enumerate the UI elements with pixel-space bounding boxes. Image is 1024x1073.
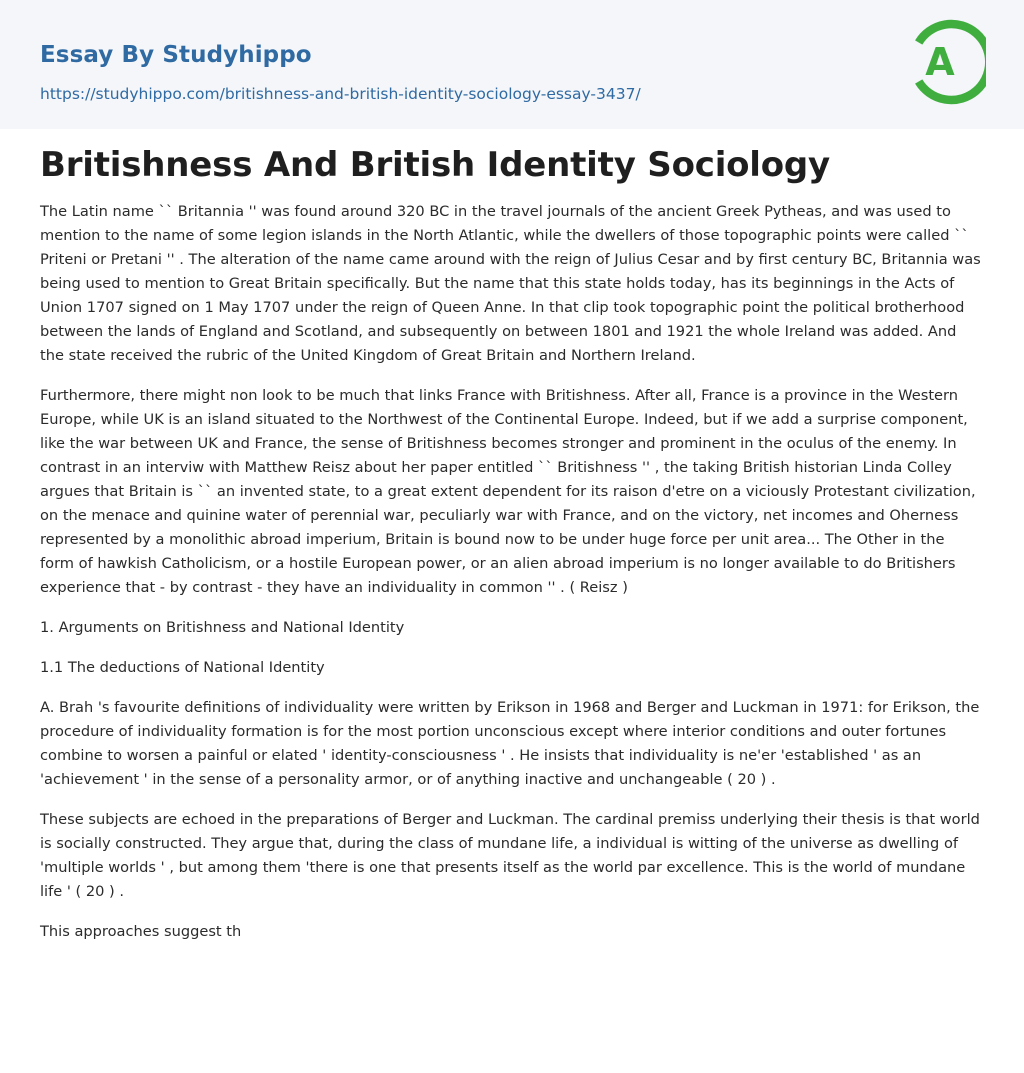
paragraph: A. Brah 's favourite definitions of individuality were written by Erikson in 1968 and Berger and Luckman in 1971: for Erikson, the procedure of individuality formation is for the most portion unconscious except where interior conditions and outer fortunes combine to worsen a painful or elated ' identity-consciousness ' . He insists that individuality is ne'er 'established ' as an 'achievement ' in the sense of a personality armor, or of anything inactive and unchangeable ( 20 ) . (40, 699, 980, 788)
studyhippo-logo-icon[interactable] (912, 18, 986, 106)
brand-title[interactable]: Essay By Studyhippo (40, 42, 312, 68)
subsection-heading: 1.1 The deductions of National Identity (40, 659, 325, 676)
logo-letter: A (925, 40, 955, 84)
source-url-link[interactable]: https://studyhippo.com/britishness-and-british-identity-sociology-essay-3437/ (40, 85, 641, 103)
essay-body (40, 200, 982, 960)
paragraph: These subjects are echoed in the preparations of Berger and Luckman. The cardinal premiss underlying their thesis is that world is socially constructed. They argue that, during the class of mundane life, a individual is witting of the universe as dwelling of 'multiple worlds ' , but among them 'there is one that presents itself as the world par excellence. This is the world of mundane life ' ( 20 ) . (40, 811, 980, 900)
paragraph: The Latin name `` Britannia '' was found around 320 BC in the travel journals of the ancient Greek Pytheas, and was used to mention to the name of some legion islands in the North Atlantic, while the dwellers of those topographic points were called `` Priteni or Pretani '' . The alteration of the name came around with the reign of Julius Cesar and by first century BC, Britannia was being used to mention to Great Britain specifically. But the name that this state holds today, has its beginnings in the Acts of Union 1707 signed on 1 May 1707 under the reign of Queen Anne. In that clip took topographic point the political brotherhood between the lands of England and Scotland, and subsequently on between 1801 and 1921 the whole Ireland was added. And the state received the rubric of the United Kingdom of Great Britain and Northern Ireland. (40, 203, 981, 364)
site-header (0, 0, 1024, 129)
paragraph-truncated: This approaches suggest th (40, 923, 242, 940)
page-title: Britishness And British Identity Sociology (40, 145, 831, 185)
paragraph: Furthermore, there might non look to be much that links France with Britishness. After all, France is a province in the Western Europe, while UK is an island situated to the Northwest of the Continental Europe. Indeed, but if we add a surprise component, like the war between UK and France, the sense of Britishness becomes stronger and prominent in the oculus of the enemy. In contrast in an interviw with Matthew Reisz about her paper entitled `` Britishness '' , the taking British historian Linda Colley argues that Britain is `` an invented state, to a great extent dependent for its raison d'etre on a viciously Protestant civilization, on the menace and quinine water of perennial war, peculiarly war with France, and on the victory, net incomes and Oherness represented by a monolithic abroad imperium, Britain is bound now to be under huge force per unit area... The Other in the form of hawkish Catholicism, or a hostile European power, or an alien abroad imperium is no longer available to do Britishers experience that - by contrast - they have an individuality in common '' . ( Reisz ) (40, 387, 976, 596)
section-heading: 1. Arguments on Britishness and National Identity (40, 619, 405, 636)
